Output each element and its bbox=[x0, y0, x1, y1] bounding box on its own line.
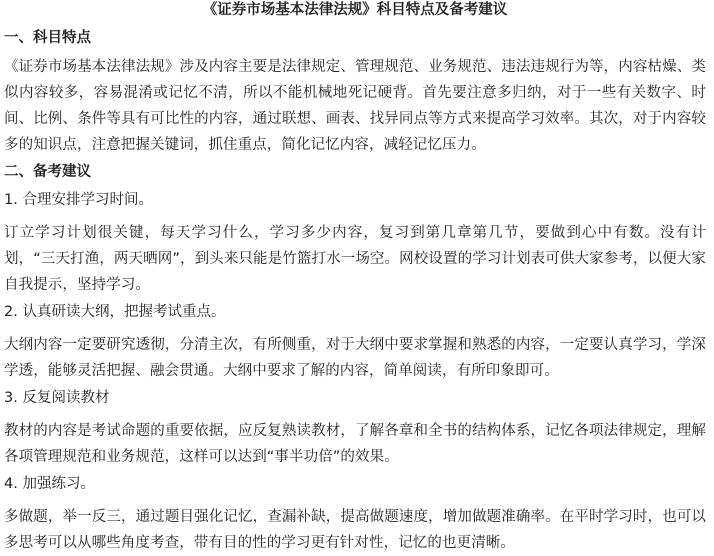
advice-item-paragraph: 订立学习计划很关键，每天学习什么，学习多少内容，复习到第几章第几节，要做到心中有数。没有计划，“三天打渔，两天晒网”，到头来只能是竹篮打水一场空。网校设置的学习计划表可供大家参考，以便大家自我提示，坚持学习。 bbox=[4, 225, 706, 293]
advice-item-label: 3. 反复阅读教材 bbox=[4, 390, 110, 406]
advice-item bbox=[4, 300, 706, 384]
advice-item-paragraph: 多做题，举一反三，通过题目强化记忆，查漏补缺，提高做题速度，增加做题准确率。在平时学习时，也可以多思考可以从哪些角度考查，带有目的性的学习更有针对性，记忆的也更清晰。 bbox=[4, 509, 706, 551]
advice-item bbox=[4, 188, 706, 298]
advice-item-label: 1. 合理安排学习时间。 bbox=[4, 192, 153, 208]
advice-item-label: 4. 加强练习。 bbox=[4, 476, 95, 492]
section-heading-features: 一、科目特点 bbox=[4, 30, 91, 46]
advice-item-paragraph: 教材的内容是考试命题的重要依据，应反复熟读教材，了解各章和全书的结构体系，记忆各项法律规定，理解各项管理规范和业务规范，这样可以达到“事半功倍”的效果。 bbox=[4, 423, 706, 465]
advice-item-paragraph: 大纲内容一定要研究透彻，分清主次，有所侧重，对于大纲中要求掌握和熟悉的内容，一定要认真学习，学深学透，能够灵活把握、融会贯通。大纲中要求了解的内容，简单阅读，有所印象即可。 bbox=[4, 337, 706, 379]
advice-item bbox=[4, 472, 706, 556]
document-title: 《证券市场基本法律法规》科目特点及备考建议 bbox=[202, 2, 508, 18]
features-paragraph: 《证券市场基本法律法规》涉及内容主要是法律规定、管理规范、业务规范、违法违规行为等，内容枯燥、类似内容较多，容易混淆或记忆不清，所以不能机械地死记硬背。首先要注意多归纳，对于一些有关数字、时间、比例、条件等具有可比性的内容，通过联想、画表、找异同点等方式来提高学习效率。其次，对于内容较多的知识点，注意把握关键词，抓住重点，简化记忆内容，减轻记忆压力。 bbox=[4, 59, 706, 153]
section-heading-advice: 二、备考建议 bbox=[4, 164, 91, 180]
advice-item bbox=[4, 386, 706, 470]
advice-item-label: 2. 认真研读大纲，把握考试重点。 bbox=[4, 304, 226, 320]
